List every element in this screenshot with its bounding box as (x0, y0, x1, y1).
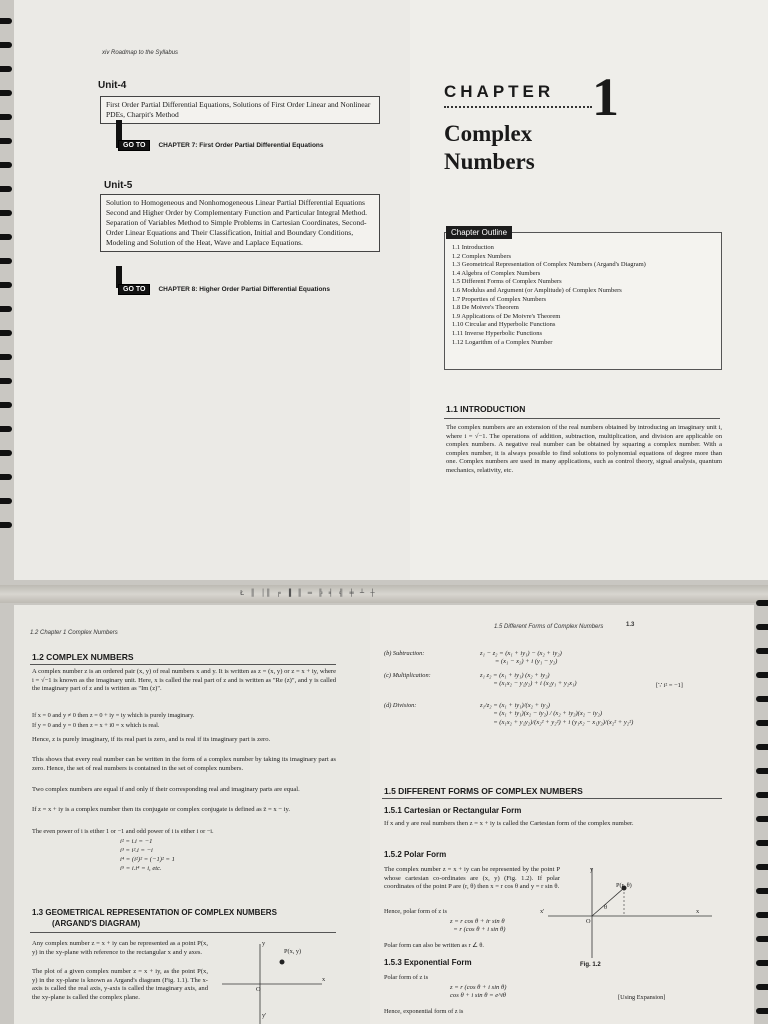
outline-item[interactable]: 1.11 Inverse Hyperbolic Functions (452, 329, 543, 337)
outline-item[interactable]: 1.8 De Moivre's Theorem (452, 304, 519, 312)
section-rule (30, 932, 336, 933)
sec151-text: If x and y are real numbers then z = x + iy is called the Cartesian form of the complex number. (384, 820, 634, 827)
fig12-y-label: y (590, 866, 594, 873)
sec13-para1: Any complex number z = x + iy can be represented as a point P(x, y) in the xy-plane with reference to the rectangular x and y axes. (32, 940, 208, 956)
running-head-bottom-right: 1.5 Different Forms of Complex Numbers (494, 624, 604, 630)
unit5-box: Solution to Homogeneous and Nonhomogeneous Linear Partial Differential Equations Second and Higher Order by Complementary Function and Particular Integral Method. Separation of Variables Method to Simple Problems in Cartesian Coordinates, Second-Order Linear Equations and Their Classification, Initial and Boundary Conditions, Modeling and Solution of the Heat, Wave and Laplace Equations. (100, 194, 380, 252)
sec151-heading: 1.5.1 Cartesian or Rectangular Form (384, 806, 522, 815)
section-rule (382, 798, 722, 799)
dotted-rule (444, 106, 592, 108)
outline-item[interactable]: 1.6 Modulus and Argument (or Amplitude) of Complex Numbers (452, 286, 622, 294)
outline-item[interactable]: 1.2 Complex Numbers (452, 252, 512, 260)
exp-eq: z = r (cos θ + i sin θ) cos θ + i sin θ = e^iθ (450, 984, 507, 1000)
fig12-origin-label: O (586, 918, 591, 925)
sec153-text: Polar form of z is (384, 974, 429, 981)
argand-point-label: P(x, y) (284, 948, 302, 955)
power-i3: i³ = i².i = −i (120, 847, 153, 854)
spiral-binding-left (0, 0, 14, 560)
chapter-word: CHAPTER (444, 82, 555, 101)
fig12-point-label: P(r, θ) (616, 882, 632, 889)
outline-item[interactable]: 1.12 Logarithm of a Complex Number (452, 338, 553, 346)
unit4-goto[interactable] (118, 140, 324, 151)
division-eq: z₁/z₂ = (x₁ + iy₁)/(x₂ + iy₂) = (x₁ + iy₁)(x₂ − iy₂) / (x₂ + iy₂)(x₂ − iy₂) = (x₁x₂ + y₁y₂)/(x₂² + y₂²) + i (y₁x₂ − x₁y₂)/(x₂² + y₂²) (480, 702, 634, 726)
multiplication-eq: z₁ z₂ = (x₁ + iy₁) (x₂ + iy₂) = (x₁x₂ − y₁y₂) + i (x₂y₁ + y₂x₁) (480, 672, 577, 688)
polar-form-figure (540, 860, 720, 960)
goto-badge: GO TO (118, 140, 150, 151)
spiral-binding-right (754, 600, 768, 1024)
goto-badge: GO TO (118, 284, 150, 295)
page-gutter (0, 585, 768, 603)
outline-item[interactable]: 1.9 Applications of De Moivre's Theorem (452, 312, 561, 320)
sec12-line1: If x = 0 and y ≠ 0 then z = 0 + iy = iy which is purely imaginary. (32, 712, 195, 719)
unit4-title: Unit-4 (98, 80, 127, 91)
goto-chapter8-link[interactable]: CHAPTER 8: Higher Order Partial Differential Equations (158, 286, 330, 293)
chapter-title (444, 120, 535, 176)
argand-diagram-figure (218, 940, 328, 1024)
sec12-para3: This shows that every real number can be written in the form of a complex number by taking its imaginary part as zero. Hence, the set of real numbers is contained in the set of complex numbers. (32, 756, 336, 772)
sec13-heading-line2: (ARGAND'S DIAGRAM) (52, 919, 141, 928)
outline-item[interactable]: 1.3 Geometrical Representation of Complex Numbers (Argand's Diagram) (452, 261, 646, 269)
outline-item[interactable]: 1.1 Introduction (452, 244, 494, 251)
unit5-goto[interactable] (118, 284, 330, 295)
power-i4: i⁴ = (i²)² = (−1)² = 1 (120, 856, 175, 863)
fig12-radius-line (592, 888, 624, 916)
goto-chapter7-link[interactable]: CHAPTER 7: First Order Partial Differential Equations (158, 142, 324, 149)
sec13-heading: 1.3 GEOMETRICAL REPRESENTATION OF COMPLEX NUMBERS (32, 908, 277, 917)
outline-item[interactable]: 1.10 Circular and Hyperbolic Functions (452, 321, 556, 329)
page-number: 1.3 (626, 622, 635, 628)
sec152-text: The complex number z = x + iy can be represented by the point P whose cartesian co-ordinates are (x, y) (Fig. 1.2). If polar coordinates of the point P are (r, θ) then x = r cos θ and y = r sin θ. (384, 866, 560, 891)
section-rule (444, 418, 720, 419)
sec153-heading: 1.5.3 Exponential Form (384, 958, 472, 967)
sec15-heading: 1.5 DIFFERENT FORMS OF COMPLEX NUMBERS (384, 786, 583, 796)
sec12-para6: The even power of i is either 1 or −1 and odd power of i is either i or −i. (32, 828, 214, 835)
fig12-theta-label: θ (604, 904, 608, 911)
chapter-outline-list (452, 244, 646, 347)
sec12-line2: If y = 0 and y = 0 then z = x + i0 = x which is real. (32, 722, 160, 729)
fig12-caption: Fig. 1.2 (580, 962, 601, 968)
argand-y-label: y (262, 940, 266, 947)
running-head-roadmap: xiv Roadmap to the Syllabus (102, 50, 179, 56)
fig12-x-label: x (696, 908, 700, 915)
section-rule (30, 664, 336, 665)
intro-paragraph: The complex numbers are an extension of the real numbers obtained by introducing an imaginary unit i, where i = √−1. The operations of addition, subtraction, multiplication, and division are applicable on complex numbers. A negative real number can be obtained by squaring a complex number. With a complex number, it is always possible to find solutions to polynomial equations of degree more than one. Complex numbers are used in many applications, such as control theory, signal analysis, quantum mechanics, relativity, etc. (446, 424, 722, 474)
argand-yprime-label: y' (262, 1012, 267, 1019)
power-i5: i⁵ = i.i⁴ = i, etc. (120, 865, 162, 872)
sec12-para5: If z = x + iy is a complex number then its conjugate or complex conjugate is defined as z̄ = x − iy. (32, 806, 290, 813)
outline-item[interactable]: 1.7 Properties of Complex Numbers (452, 295, 547, 303)
unit5-title: Unit-5 (104, 180, 133, 191)
sec12-para4: Two complex numbers are equal if and only if their corresponding real and imaginary parts are equal. (32, 786, 300, 793)
sec152-text2: Hence, polar form of z is (384, 908, 447, 915)
gutter-scan-text: Ł ║ │║ ╒ ▐ ║ ═ ╠ ╡ ╣ ╪ ┴ ┼ (240, 589, 376, 597)
outline-item[interactable]: 1.5 Different Forms of Complex Numbers (452, 278, 562, 286)
polar-eq: z = r cos θ + ir sin θ = r (cos θ + i sin θ) (450, 918, 506, 934)
sec152-heading: 1.5.2 Polar Form (384, 850, 447, 859)
unit4-box: First Order Partial Differential Equations, Solutions of First Order Linear and Nonlinear PDEs, Charpit's Method (100, 96, 380, 124)
fig12-xprime-label: x' (540, 908, 545, 915)
polar-short-form: Polar form can also be written as r ∠ θ. (384, 942, 484, 949)
sec12-para1: A complex number z is an ordered pair (x, y) of real numbers x and y. It is written as z = (x, y) or z = x + iy, where i = √−1 is known as the imaginary unit. Here, x is called the real part of z and is written as "Re (z)", and y is called the imaginary part of z and is written as "Im (z)". (32, 668, 336, 693)
sec12-heading: 1.2 COMPLEX NUMBERS (32, 652, 134, 662)
argand-origin-label: O (256, 986, 261, 993)
subtraction-eq: z₁ − z₂ = (x₁ + iy₁) − (x₂ + iy₂) = (x₁ − x₂) + i (y₁ − y₂) (480, 650, 562, 666)
multiplication-label: (c) Multiplication: (384, 672, 431, 679)
outline-item[interactable]: 1.4 Algebra of Complex Numbers (452, 269, 541, 277)
power-i2: i² = i.i = −1 (120, 838, 153, 845)
chapter-title-line2: Numbers (444, 149, 535, 174)
sec12-para2: Hence, z is purely imaginary, if its real part is zero, and is real if its imaginary part is zero. (32, 736, 271, 743)
exp-text2: Hence, exponential form of z is (384, 1008, 464, 1015)
argand-x-label: x (322, 976, 326, 983)
multiplication-note: [∵ i² = −1] (656, 682, 683, 689)
chapter-number: 1 (592, 67, 619, 127)
chapter-outline-tab: Chapter Outline (446, 226, 512, 239)
chapter-title-line1: Complex (444, 121, 533, 146)
point-p-marker (280, 960, 285, 965)
exp-note: [Using Expansion] (618, 994, 666, 1001)
intro-heading: 1.1 INTRODUCTION (446, 404, 526, 414)
subtraction-label: (b) Subtraction: (384, 650, 425, 657)
running-head-bottom-left: 1.2 Chapter 1 Complex Numbers (30, 630, 118, 636)
division-label: (d) Division: (384, 702, 417, 709)
sec13-para2: The plot of a given complex number z = x + iy, as the point P(x, y) in the xy-plane is known as Argand's diagram (Fig. 1.1). The x-axis is called the real axis, y-axis is called the imaginary axis, and the xy-plane is called the complex plane. (32, 968, 208, 1001)
